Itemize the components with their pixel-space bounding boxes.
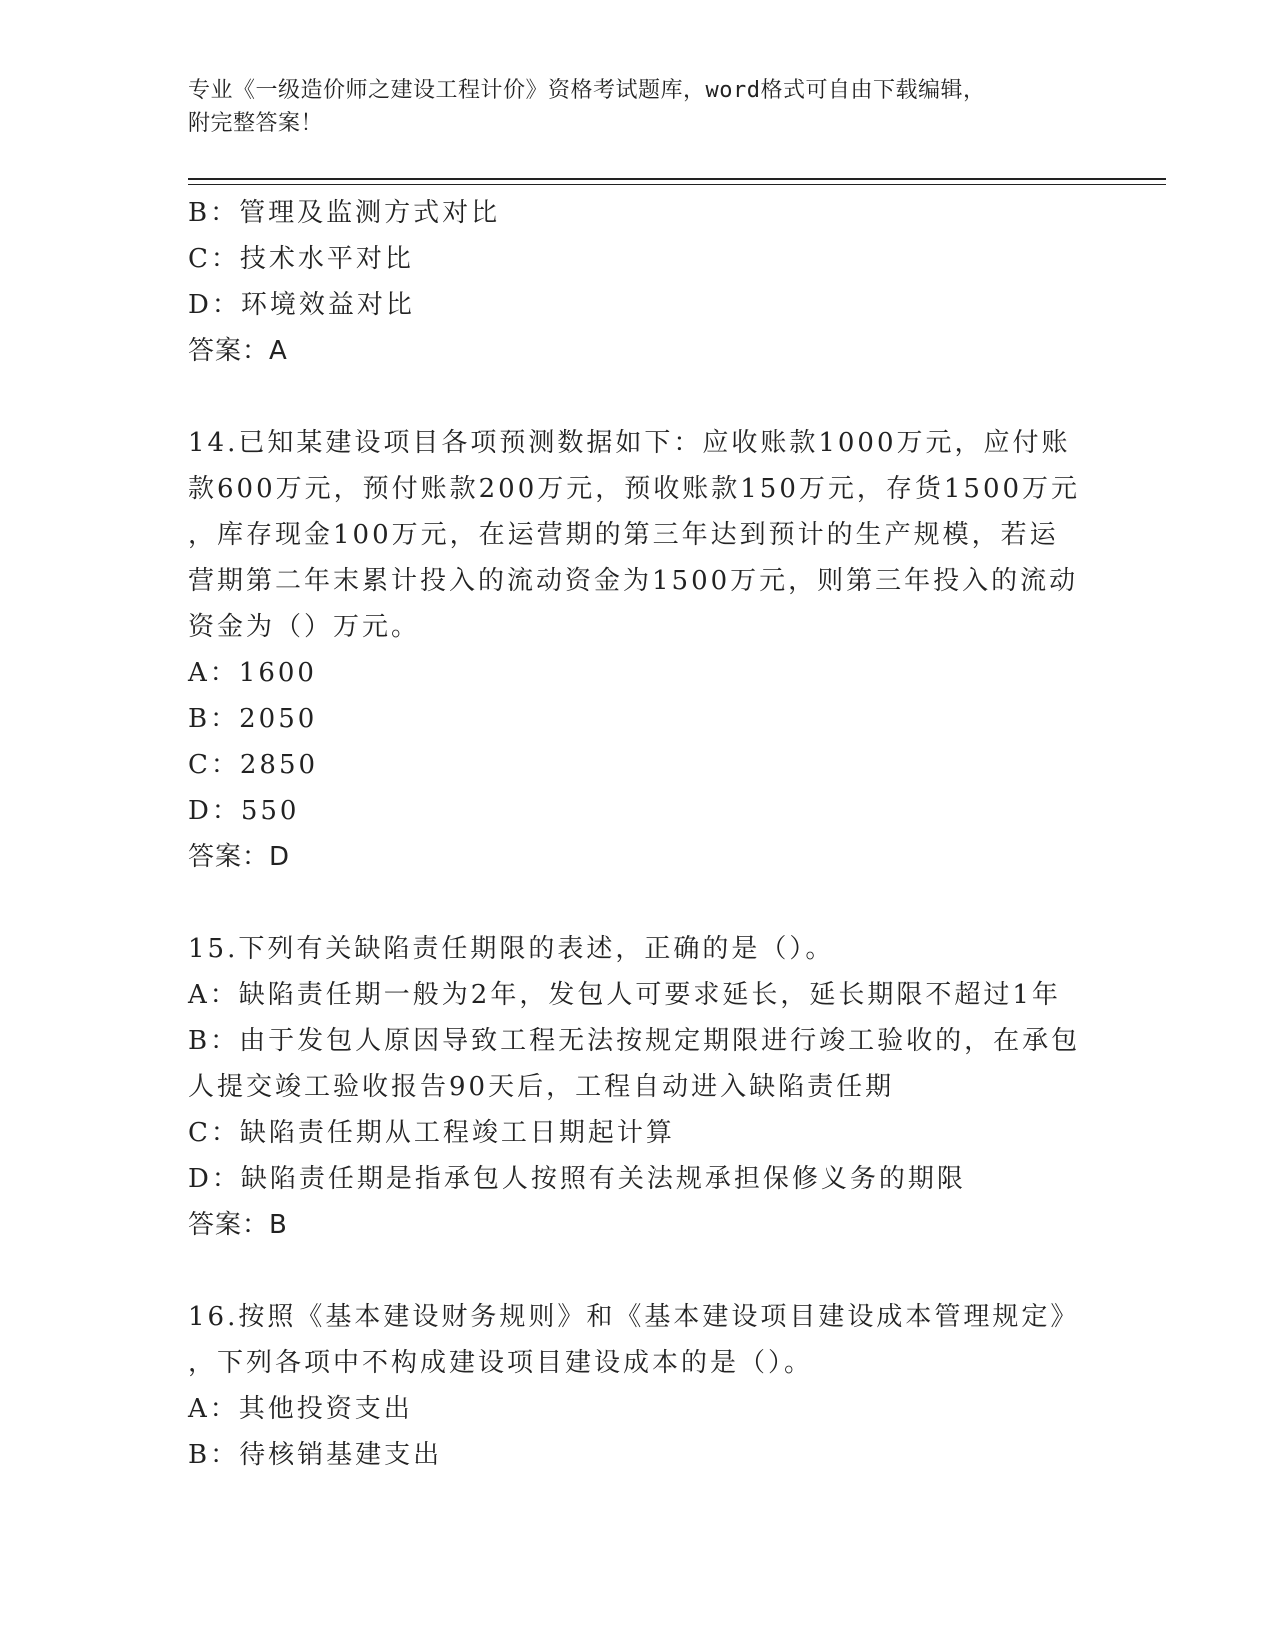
- answer: 答案：B: [188, 1210, 288, 1240]
- header-rule-thick: [188, 178, 1166, 180]
- option-b: B：2050: [188, 704, 318, 734]
- header-line-1: 专业《一级造价师之建设工程计价》资格考试题库，word格式可自由下载编辑，: [188, 78, 986, 103]
- question-stem-line: 16.按照《基本建设财务规则》和《基本建设项目建设成本管理规定》: [188, 1302, 1080, 1332]
- question-stem-line: 营期第二年末累计投入的流动资金为1500万元，则第三年投入的流动: [188, 566, 1079, 596]
- question-stem-line: ，库存现金100万元，在运营期的第三年达到预计的生产规模，若运: [188, 520, 1059, 550]
- option-d: D：550: [188, 796, 300, 826]
- option-a: A：缺陷责任期一般为2年，发包人可要求延长，延长期限不超过1年: [188, 980, 1061, 1010]
- document-header: [188, 74, 1068, 140]
- option-d: D：环境效益对比: [188, 290, 415, 320]
- option-a: A：1600: [188, 658, 317, 688]
- option-d: D：缺陷责任期是指承包人按照有关法规承担保修义务的期限: [188, 1164, 966, 1194]
- question-stem-line: 款600万元，预付账款200万元，预收账款150万元，存货1500万元: [188, 474, 1081, 504]
- option-c: C：技术水平对比: [188, 244, 414, 274]
- answer: 答案：D: [188, 842, 291, 872]
- spacer: [188, 374, 1088, 420]
- option-b: B：管理及监测方式对比: [188, 198, 501, 228]
- spacer: [188, 880, 1088, 926]
- option-c: C：2850: [188, 750, 319, 780]
- question-stem-line: ，下列各项中不构成建设项目建设成本的是（）。: [188, 1348, 814, 1378]
- question-14: [188, 420, 1088, 880]
- option-c: C：缺陷责任期从工程竣工日期起计算: [188, 1118, 675, 1148]
- question-15: [188, 926, 1088, 1248]
- question-stem-line: 资金为（）万元。: [188, 612, 421, 642]
- question-content: [188, 190, 1088, 1478]
- header-rule-thin: [188, 184, 1166, 185]
- question-13-continued: [188, 190, 1088, 374]
- question-16: [188, 1294, 1088, 1478]
- option-b-continued: 人提交竣工验收报告90天后，工程自动进入缺陷责任期: [188, 1072, 895, 1102]
- question-stem-line: 15.下列有关缺陷责任期限的表述，正确的是（）。: [188, 934, 835, 964]
- option-a: A：其他投资支出: [188, 1394, 413, 1424]
- answer: 答案：A: [188, 336, 288, 366]
- question-stem-line: 14.已知某建设项目各项预测数据如下：应收账款1000万元，应付账: [188, 428, 1071, 458]
- header-line-2: 附完整答案！: [188, 111, 324, 136]
- spacer: [188, 1248, 1088, 1294]
- option-b: B：由于发包人原因导致工程无法按规定期限进行竣工验收的，在承包: [188, 1026, 1081, 1056]
- option-b: B：待核销基建支出: [188, 1440, 443, 1470]
